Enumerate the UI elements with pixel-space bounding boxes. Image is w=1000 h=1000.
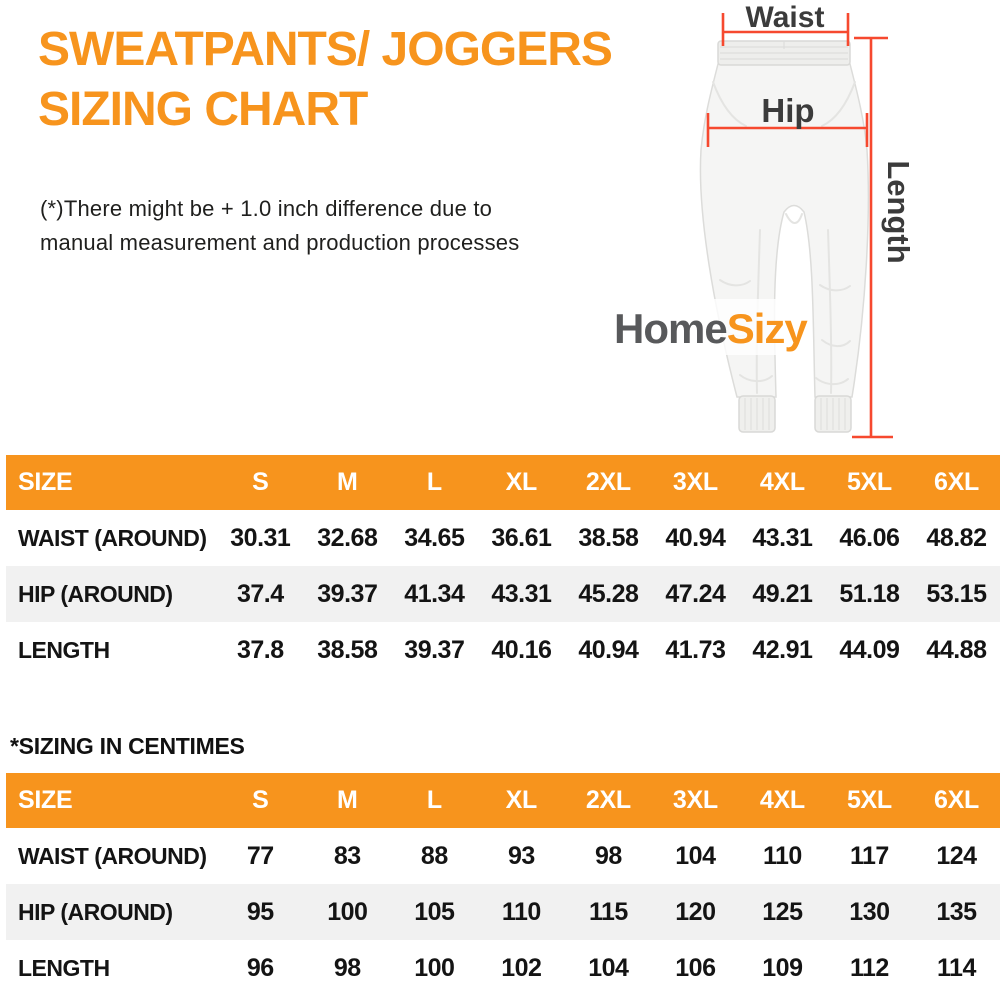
row-label: HIP (AROUND) [18, 580, 173, 607]
logo-home-text: Home [614, 305, 727, 352]
column-header-4xl: 4XL [739, 455, 826, 510]
column-header-xl: XL [478, 455, 565, 510]
pants-diagram-svg [600, 0, 1000, 452]
size-value-cell: 93 [507, 841, 535, 870]
size-value-cell: 104 [588, 953, 629, 982]
table-row [6, 940, 1000, 996]
table-row [6, 622, 1000, 678]
table-row [6, 510, 1000, 566]
page-title [38, 20, 612, 140]
size-value-cell: 104 [675, 841, 716, 870]
column-header-4xl: 4XL [739, 773, 826, 828]
size-value-cell: 42.91 [752, 635, 813, 664]
measurement-note [40, 192, 519, 260]
size-value-cell: 40.16 [491, 635, 552, 664]
column-header-5xl: 5XL [826, 773, 913, 828]
size-value-cell: 120 [675, 897, 716, 926]
inches-sizing-table [6, 455, 1000, 678]
centimeters-sizing-table [6, 773, 1000, 996]
row-label: WAIST (AROUND) [18, 842, 207, 869]
measurement-note-line2: manual measurement and production processes [40, 230, 520, 255]
column-header-3xl: 3XL [652, 773, 739, 828]
size-value-cell: 47.24 [665, 579, 726, 608]
homesizy-logo [614, 305, 808, 352]
size-value-cell: 40.94 [578, 635, 639, 664]
table-header-row [6, 455, 1000, 510]
column-header-2xl: 2XL [565, 455, 652, 510]
size-value-cell: 100 [327, 897, 368, 926]
size-value-cell: 39.37 [317, 579, 378, 608]
size-value-cell: 114 [937, 953, 976, 982]
column-header-l: L [391, 455, 478, 510]
column-header-size: SIZE [6, 773, 217, 828]
size-value-cell: 102 [501, 953, 542, 982]
size-value-cell: 117 [849, 841, 889, 870]
measurement-note-line1: (*)There might be + 1.0 inch difference due to [40, 196, 493, 221]
size-value-cell: 45.28 [578, 579, 639, 608]
size-value-cell: 105 [414, 897, 455, 926]
column-header-s: S [217, 455, 304, 510]
column-header-2xl: 2XL [565, 773, 652, 828]
size-value-cell: 30.31 [230, 523, 291, 552]
column-header-6xl: 6XL [913, 773, 1000, 828]
table-row [6, 566, 1000, 622]
size-value-cell: 40.94 [665, 523, 726, 552]
column-header-5xl: 5XL [826, 455, 913, 510]
size-value-cell: 44.88 [926, 635, 987, 664]
size-value-cell: 88 [420, 841, 448, 870]
pants-diagram [600, 0, 1000, 452]
row-label: WAIST (AROUND) [18, 524, 207, 551]
size-value-cell: 37.8 [236, 635, 284, 664]
size-value-cell: 124 [936, 841, 977, 870]
size-value-cell: 43.31 [752, 523, 813, 552]
size-value-cell: 95 [246, 897, 274, 926]
size-value-cell: 38.58 [317, 635, 378, 664]
size-value-cell: 36.61 [491, 523, 552, 552]
size-value-cell: 46.06 [839, 523, 900, 552]
size-value-cell: 44.09 [839, 635, 900, 664]
size-value-cell: 110 [762, 841, 802, 870]
column-header-s: S [217, 773, 304, 828]
size-value-cell: 41.73 [665, 635, 726, 664]
column-header-l: L [391, 773, 478, 828]
table-row [6, 828, 1000, 884]
pants-cuffs [739, 396, 851, 432]
column-header-m: M [304, 455, 391, 510]
table-header-row [6, 773, 1000, 828]
size-value-cell: 110 [501, 897, 541, 926]
column-header-size: SIZE [6, 455, 217, 510]
row-label: HIP (AROUND) [18, 898, 173, 925]
column-header-m: M [304, 773, 391, 828]
size-value-cell: 43.31 [491, 579, 552, 608]
size-value-cell: 109 [762, 953, 803, 982]
waist-label: Waist [745, 1, 825, 34]
size-value-cell: 112 [849, 953, 889, 982]
page-title-line1: SWEATPANTS/ JOGGERS [38, 23, 612, 76]
size-value-cell: 37.4 [236, 579, 284, 608]
logo-sizy-text: Sizy [726, 305, 807, 352]
row-label: LENGTH [18, 636, 110, 663]
size-value-cell: 32.68 [317, 523, 378, 552]
column-header-3xl: 3XL [652, 455, 739, 510]
size-value-cell: 135 [936, 897, 977, 926]
size-value-cell: 53.15 [926, 579, 987, 608]
size-value-cell: 100 [414, 953, 455, 982]
column-header-6xl: 6XL [913, 455, 1000, 510]
page-title-line2: SIZING CHART [38, 83, 368, 136]
size-value-cell: 130 [849, 897, 890, 926]
size-value-cell: 98 [333, 953, 361, 982]
size-value-cell: 34.65 [404, 523, 465, 552]
size-value-cell: 83 [333, 841, 361, 870]
size-value-cell: 115 [588, 897, 628, 926]
size-value-cell: 106 [675, 953, 716, 982]
size-value-cell: 51.18 [839, 579, 900, 608]
size-value-cell: 38.58 [578, 523, 639, 552]
hip-label: Hip [761, 92, 815, 129]
size-value-cell: 39.37 [404, 635, 465, 664]
size-value-cell: 49.21 [752, 579, 813, 608]
cm-section-label: *SIZING IN CENTIMES [10, 733, 245, 759]
size-value-cell: 125 [762, 897, 803, 926]
size-value-cell: 48.82 [926, 523, 987, 552]
size-value-cell: 96 [246, 953, 274, 982]
size-value-cell: 77 [246, 841, 274, 870]
table-row [6, 884, 1000, 940]
row-label: LENGTH [18, 954, 110, 981]
column-header-xl: XL [478, 773, 565, 828]
length-label: Length [881, 160, 916, 264]
size-value-cell: 41.34 [404, 579, 465, 608]
size-value-cell: 98 [594, 841, 622, 870]
